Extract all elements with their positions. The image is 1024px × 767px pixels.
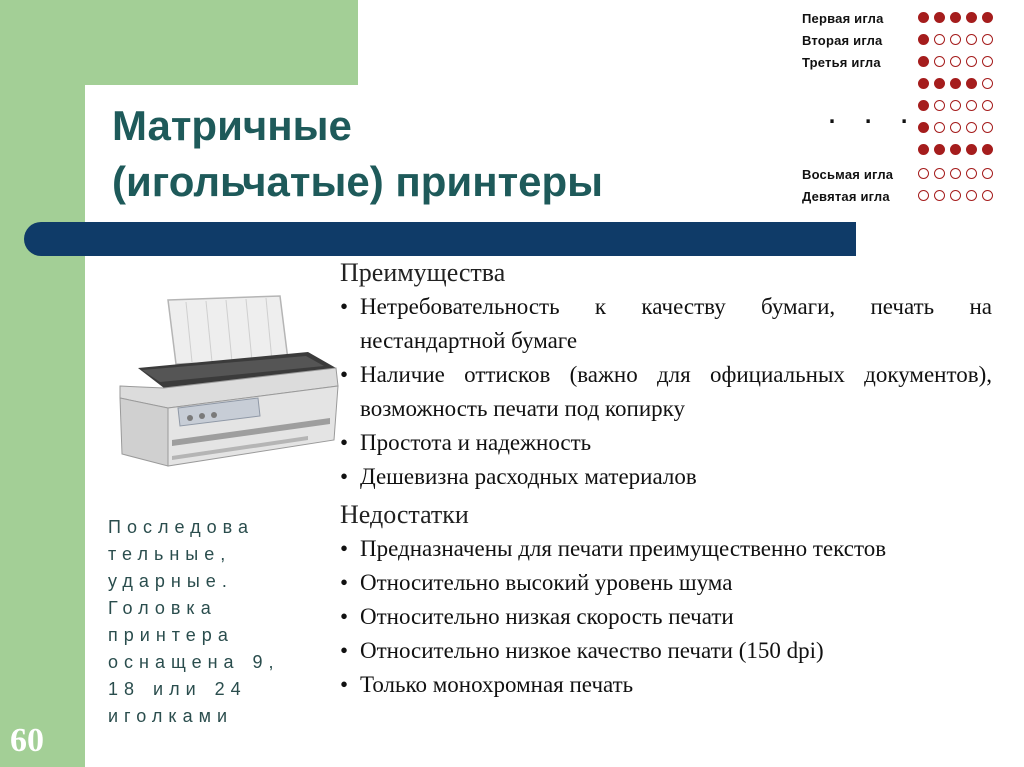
list-item: • Дешевизна расходных материалов [340, 460, 992, 494]
needle-row [796, 96, 1020, 118]
disadvantages-heading: Недостатки [340, 500, 469, 529]
empty-dot [982, 122, 993, 133]
filled-dot [934, 144, 945, 155]
needle-row [796, 8, 1020, 30]
description-line: тельные, [108, 544, 232, 564]
needle-label: Девятая игла [802, 189, 890, 204]
needle-row [796, 52, 1020, 74]
needle-ellipsis: . . . [826, 104, 917, 128]
advantages-heading: Преимущества [340, 258, 506, 287]
description-line: оснащена 9, [108, 652, 280, 672]
needle-dots [918, 56, 993, 67]
empty-dot [950, 190, 961, 201]
list-item: • Наличие оттисков (важно для официальных документов), возможность печати под копирку [340, 358, 992, 426]
needle-dots [918, 122, 993, 133]
description-line: 18 или 24 [108, 679, 247, 699]
empty-dot [918, 190, 929, 201]
description-line: принтера [108, 625, 234, 645]
needle-row [796, 140, 1020, 162]
empty-dot [934, 34, 945, 45]
filled-dot [982, 12, 993, 23]
filled-dot [918, 122, 929, 133]
needle-row [796, 118, 1020, 140]
filled-dot [918, 144, 929, 155]
filled-dot [918, 100, 929, 111]
title-line-2: (игольчатые) принтеры [112, 158, 604, 205]
needle-dots [918, 190, 993, 201]
empty-dot [934, 168, 945, 179]
needle-label: Восьмая игла [802, 167, 894, 182]
empty-dot [966, 56, 977, 67]
empty-dot [934, 190, 945, 201]
filled-dot [918, 34, 929, 45]
needle-dots [918, 144, 993, 155]
needle-dots [918, 78, 993, 89]
needle-dots [918, 100, 993, 111]
list-item: • Относительно низкая скорость печати [340, 600, 992, 634]
list-item: • Нетребовательность к качеству бумаги, печать на нестандартной бумаге [340, 290, 992, 358]
empty-dot [950, 100, 961, 111]
filled-dot [950, 144, 961, 155]
empty-dot [934, 100, 945, 111]
needle-diagram [796, 4, 1020, 214]
needle-row [796, 164, 1020, 186]
empty-dot [966, 34, 977, 45]
printer-image [108, 290, 340, 480]
empty-dot [966, 122, 977, 133]
list-item: • Предназначены для печати преимущественно текстов [340, 532, 992, 566]
page-number: 60 [10, 722, 44, 759]
filled-dot [950, 78, 961, 89]
slide-title [112, 98, 752, 210]
green-side-strip [0, 85, 85, 767]
disadvantages-list [340, 532, 992, 702]
empty-dot [982, 100, 993, 111]
needle-label: Третья игла [802, 55, 881, 70]
needle-dots [918, 34, 993, 45]
empty-dot [950, 56, 961, 67]
list-item: • Простота и надежность [340, 426, 992, 460]
filled-dot [934, 12, 945, 23]
description-line: иголками [108, 706, 234, 726]
title-divider-bar [24, 222, 856, 256]
empty-dot [950, 34, 961, 45]
empty-dot [918, 168, 929, 179]
main-content [340, 256, 992, 702]
needle-label: Первая игла [802, 11, 884, 26]
empty-dot [934, 122, 945, 133]
empty-dot [934, 56, 945, 67]
empty-dot [966, 190, 977, 201]
filled-dot [966, 144, 977, 155]
empty-dot [982, 190, 993, 201]
needle-row [796, 30, 1020, 52]
filled-dot [950, 12, 961, 23]
empty-dot [982, 56, 993, 67]
title-line-1: Матричные [112, 102, 352, 149]
needle-dots [918, 168, 993, 179]
description-line: Головка [108, 598, 217, 618]
list-item: • Относительно низкое качество печати (150 dpi) [340, 634, 992, 668]
empty-dot [966, 168, 977, 179]
empty-dot [982, 34, 993, 45]
description-line: Последова [108, 517, 254, 537]
filled-dot [918, 78, 929, 89]
empty-dot [950, 168, 961, 179]
filled-dot [966, 12, 977, 23]
filled-dot [934, 78, 945, 89]
filled-dot [982, 144, 993, 155]
filled-dot [966, 78, 977, 89]
needle-dots [918, 12, 993, 23]
empty-dot [966, 100, 977, 111]
list-item: • Только монохромная печать [340, 668, 992, 702]
needle-label: Вторая игла [802, 33, 883, 48]
description-line: ударные. [108, 571, 233, 591]
advantages-list [340, 290, 992, 494]
empty-dot [982, 78, 993, 89]
empty-dot [982, 168, 993, 179]
printer-description [108, 514, 318, 730]
empty-dot [950, 122, 961, 133]
filled-dot [918, 56, 929, 67]
needle-row [796, 74, 1020, 96]
filled-dot [918, 12, 929, 23]
green-header-block [0, 0, 358, 85]
needle-row [796, 186, 1020, 208]
list-item: • Относительно высокий уровень шума [340, 566, 992, 600]
